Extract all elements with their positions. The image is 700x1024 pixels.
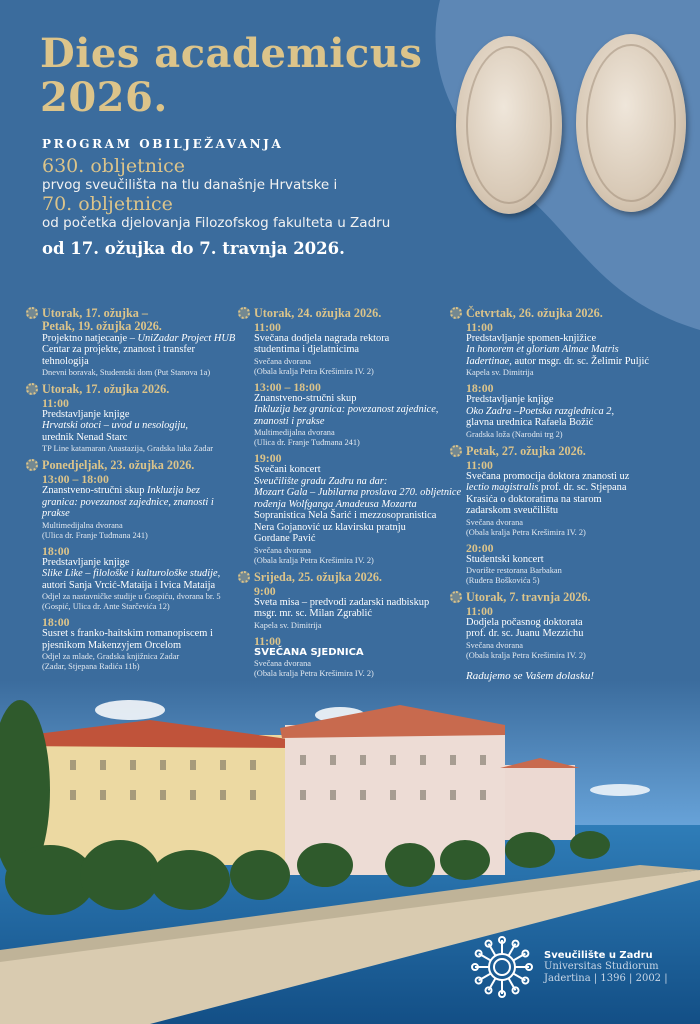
text-segment: Susret s franko-haitskim romanopiscem i <box>42 628 213 640</box>
schedule-column-3 <box>466 307 694 682</box>
event-location <box>254 428 464 448</box>
title-line-1: Dies academicus <box>40 30 423 77</box>
text-segment: studentima i djelatnicima <box>254 344 360 356</box>
event-location <box>254 621 464 631</box>
text-segment: prof. dr. sc. Stjepana <box>538 482 627 494</box>
text-segment: Znanstveno-stručni skup <box>254 392 357 404</box>
text-segment: Hrvatski otoci – uvod u nesologiju, <box>42 420 189 432</box>
event-description-line <box>254 522 464 534</box>
text-segment: Sopranistica Nela Šarić i mezzosopranistica <box>254 510 437 522</box>
text-segment: Svečana promocija doktora znanosti uz <box>466 470 630 482</box>
event-time: 11:00 <box>466 457 493 472</box>
text-segment: Studentski koncert <box>466 553 544 565</box>
location-line: (Ruđera Boškovića 5) <box>466 576 540 586</box>
event-time: 19:00 <box>254 451 282 466</box>
event-description-line <box>42 485 250 497</box>
location-line: (Gospić, Ulica dr. Ante Starčevića 12) <box>42 602 170 612</box>
location-line: Dnevni boravak, Studentski dom (Put Stanova 1a) <box>42 368 211 378</box>
day-block <box>42 459 250 672</box>
event-item <box>466 459 694 538</box>
event-location <box>42 652 250 672</box>
event-description-line <box>42 420 250 432</box>
event-item <box>466 542 694 587</box>
event-location <box>42 592 250 612</box>
event-date: Utorak, 17. ožujka – <box>42 307 250 320</box>
location-line: (Obala kralja Petra Krešimira IV. 2) <box>254 366 374 376</box>
event-description-line <box>42 568 250 580</box>
event-item <box>466 321 694 379</box>
seal-image-right <box>576 34 686 212</box>
text-segment: znanosti i prakse <box>254 415 325 427</box>
intro <box>42 137 390 258</box>
location-line: Svečana dvorana <box>254 356 311 366</box>
text-segment: glavna urednica Rafaela Božić <box>466 417 594 429</box>
event-date: Petak, 27. ožujka 2026. <box>466 445 694 458</box>
anniversary-630: 630. obljetnice <box>42 155 185 177</box>
location-line: Gradska loža (Narodni trg 2) <box>466 429 563 439</box>
event-time: 11:00 <box>254 319 281 334</box>
text-segment: lectio magistralis <box>466 482 539 494</box>
text-segment: Predstavljanje knjige <box>42 408 130 420</box>
day-block <box>466 445 694 586</box>
text-segment: Dodjela počasnog doktorata <box>466 616 583 628</box>
event-date: Petak, 19. ožujka 2026. <box>42 318 162 333</box>
event-time: 20:00 <box>466 540 494 555</box>
event-description-line <box>466 356 694 368</box>
event-description-line <box>466 482 694 494</box>
seal-image-left <box>456 36 562 214</box>
event-location <box>466 641 694 661</box>
event-time: 11:00 <box>42 395 69 410</box>
text-segment: Sveta misa – predvodi zadarski nadbiskup <box>254 596 430 608</box>
event-description-line <box>42 640 250 652</box>
event-description-line <box>254 416 464 428</box>
text-segment: Oko Zadra –Poetska razglednica 2 <box>466 405 612 417</box>
event-description-line <box>466 417 694 429</box>
event-description-line <box>254 597 464 609</box>
text-segment: Predstavljanje knjige <box>466 394 554 406</box>
event-time: 18:00 <box>42 543 70 558</box>
event-description-line <box>42 580 250 592</box>
location-line: Multimedijalna dvorana <box>254 428 335 438</box>
schedule-column-1 <box>42 307 250 677</box>
rosette-bullet-icon <box>238 571 250 583</box>
event-description-line <box>466 344 694 356</box>
event-item <box>42 473 250 541</box>
event-item <box>466 605 694 661</box>
event-location <box>466 368 694 378</box>
text-segment: zadarskom sveučilištu <box>466 505 559 517</box>
rosette-bullet-icon <box>238 307 250 319</box>
location-line: (Obala kralja Petra Krešimira IV. 2) <box>254 555 374 565</box>
schedule-column-2 <box>254 307 464 684</box>
text-segment: Svečani koncert <box>254 464 321 476</box>
event-description-line <box>466 406 694 418</box>
text-segment: Mozart Gala – Jubilarna proslava 270. obljetnice <box>254 487 462 499</box>
event-location <box>254 546 464 566</box>
event-description-line <box>254 344 464 356</box>
text-segment: Inkluzija bez granica: povezanost zajednice, <box>254 404 439 416</box>
closing-message: Radujemo se Vašem dolasku! <box>466 669 595 682</box>
text-segment: tehnologija <box>42 355 89 367</box>
text-segment: Predstavljanje spomen-knjižice <box>466 332 597 344</box>
text-segment: urednik Nenad Starc <box>42 431 128 443</box>
rosette-bullet-icon <box>26 383 38 395</box>
text-segment: Predstavljanje knjige <box>42 556 130 568</box>
event-title: SVEČANA SJEDNICA <box>254 646 364 658</box>
event-location <box>254 357 464 377</box>
event-item <box>254 381 464 449</box>
event-description-line <box>466 471 694 483</box>
event-item <box>254 452 464 566</box>
event-description-line <box>42 432 250 444</box>
event-description-line <box>42 356 250 368</box>
university-emblem-icon <box>468 936 536 998</box>
day-block <box>254 571 464 679</box>
event-description-line <box>254 510 464 522</box>
event-description-line <box>42 628 250 640</box>
anniversary-630-desc: prvog sveučilišta na tlu današnje Hrvatske i <box>42 177 338 193</box>
event-description-line <box>254 464 464 476</box>
event-time: 13:00 – 18:00 <box>254 379 321 394</box>
location-line: Kapela sv. Dimitrija <box>254 620 322 630</box>
rosette-bullet-icon <box>450 307 462 319</box>
text-segment: UniZadar Project HUB <box>137 332 236 344</box>
text-segment: In honorem et gloriam Almae Matris <box>466 344 619 356</box>
event-location <box>466 430 694 440</box>
event-item <box>42 616 250 672</box>
event-item <box>254 585 464 631</box>
event-description-line <box>254 404 464 416</box>
rosette-bullet-icon <box>26 307 38 319</box>
event-item <box>42 545 250 613</box>
location-line: Odjel za mlade, Gradska knjižnica Zadar <box>42 652 180 662</box>
text-segment: Gordane Pavić <box>254 533 316 545</box>
text-segment: rođenja Wolfganga Amadeusa Mozarta <box>254 498 417 510</box>
text-segment: Iadertinae <box>466 355 510 367</box>
event-description-line <box>254 487 464 499</box>
event-date: Utorak, 7. travnja 2026. <box>466 591 694 604</box>
day-block <box>254 307 464 566</box>
event-date: Četvrtak, 26. ožujka 2026. <box>466 307 694 320</box>
event-description-line <box>42 557 250 569</box>
text-segment: prakse <box>42 508 70 520</box>
event-item <box>254 635 464 680</box>
text-segment: , autor msgr. dr. sc. Želimir Puljić <box>509 355 649 367</box>
event-description-line <box>254 333 464 345</box>
event-description-line <box>254 476 464 488</box>
day-block <box>42 383 250 454</box>
event-date: Srijeda, 25. ožujka 2026. <box>254 571 464 584</box>
text-segment: , <box>611 405 615 417</box>
event-item <box>254 321 464 377</box>
text-segment: Sveučilište gradu Zadru na dar: <box>254 475 388 487</box>
location-line: (Obala kralja Petra Krešimira IV. 2) <box>466 527 586 537</box>
event-description-line <box>466 617 694 629</box>
location-line: Svečana dvorana <box>254 659 311 669</box>
program-heading: PROGRAM OBILJEŽAVANJA <box>42 137 284 151</box>
logo-name: Sveučilište u Zadru <box>544 949 653 961</box>
event-location <box>466 566 694 586</box>
location-line: (Ulica dr. Franje Tuđmana 241) <box>42 530 148 540</box>
location-line: (Ulica dr. Franje Tuđmana 241) <box>254 438 360 448</box>
event-description-line <box>42 508 250 520</box>
event-description-line <box>254 533 464 545</box>
rosette-bullet-icon <box>450 591 462 603</box>
event-description-line <box>466 394 694 406</box>
event-description-line <box>254 608 464 620</box>
event-description-line <box>466 628 694 640</box>
text-segment: Projektno natjecanje – <box>42 332 138 344</box>
event-date: Utorak, 17. ožujka 2026. <box>42 383 250 396</box>
event-description-line <box>466 494 694 506</box>
rosette-bullet-icon <box>450 445 462 457</box>
text-segment: Slike Like – filološke i kulturološke studije, <box>42 568 221 580</box>
event-description-line <box>466 333 694 345</box>
text-segment: Krasića o doktoratima na starom <box>466 493 602 505</box>
date-range: od 17. ožujka do 7. travnja 2026. <box>42 239 345 258</box>
event-time: 9:00 <box>254 583 276 598</box>
event-description-line <box>254 393 464 405</box>
text-segment: Znanstveno-stručni skup <box>42 485 148 497</box>
location-line: Svečana dvorana <box>466 640 523 650</box>
location-line: (Obala kralja Petra Krešimira IV. 2) <box>466 650 586 660</box>
location-line: Svečana dvorana <box>466 517 523 527</box>
text-segment: autori Sanja Vrcić-Mataija i Ivica Mataija <box>42 579 216 591</box>
event-location <box>42 368 250 378</box>
event-item <box>42 333 250 379</box>
location-line: Odjel za nastavničke studije u Gospiću, dvorana br. 5 <box>42 592 221 602</box>
event-item <box>42 397 250 455</box>
day-block <box>466 591 694 661</box>
location-line: (Zadar, Stjepana Radića 11b) <box>42 662 140 672</box>
event-location <box>42 444 250 454</box>
university-logo <box>468 936 668 998</box>
day-block <box>42 307 250 378</box>
event-time: 11:00 <box>254 633 281 648</box>
event-description-line <box>466 554 694 566</box>
event-time: 18:00 <box>42 615 70 630</box>
event-date: Ponedjeljak, 23. ožujka 2026. <box>42 459 250 472</box>
text-segment: Svečana dodjela nagrada rektora <box>254 332 390 344</box>
location-line: TP Line katamaran Anastazija, Gradska luka Zadar <box>42 444 214 454</box>
text-segment: Inkluzija bez <box>147 485 200 497</box>
event-description-line <box>254 499 464 511</box>
event-time: 18:00 <box>466 381 494 396</box>
logo-latin-2: Jadertina | 1396 | 2002 | <box>544 972 668 984</box>
location-line: Kapela sv. Dimitrija <box>466 368 534 378</box>
event-description-line <box>42 333 250 345</box>
event-location <box>254 659 464 679</box>
location-line: Dvorište restorana Barbakan <box>466 566 562 576</box>
event-description-line <box>42 409 250 421</box>
anniversary-70: 70. obljetnice <box>42 193 173 215</box>
event-description-line <box>466 505 694 517</box>
event-location <box>466 518 694 538</box>
event-item <box>466 382 694 440</box>
page-title <box>40 32 422 120</box>
text-segment: prof. dr. sc. Juanu Mezzichu <box>466 628 584 640</box>
event-time: 13:00 – 18:00 <box>42 472 109 487</box>
location-line: Svečana dvorana <box>254 545 311 555</box>
text-segment: msgr. mr. sc. Milan Zgrablić <box>254 608 373 620</box>
day-block <box>466 307 694 440</box>
text-segment: Centar za projekte, znanost i transfer <box>42 344 195 356</box>
text-segment: pjesnikom Makenzyjem Orcelom <box>42 639 182 651</box>
event-date: Utorak, 24. ožujka 2026. <box>254 307 464 320</box>
title-line-2: 2026. <box>40 74 168 121</box>
event-description-line <box>42 344 250 356</box>
location-line: Multimedijalna dvorana <box>42 520 123 530</box>
anniversary-70-desc: od početka djelovanja Filozofskog fakulteta u Zadru <box>42 215 391 231</box>
text-segment: Nera Gojanović uz klavirsku pratnju <box>254 521 406 533</box>
event-location <box>42 521 250 541</box>
location-line: (Obala kralja Petra Krešimira IV. 2) <box>254 669 374 679</box>
logo-latin-1: Universitas Studiorum <box>544 960 659 972</box>
event-time: 11:00 <box>466 603 493 618</box>
event-time: 11:00 <box>466 319 493 334</box>
text-segment: granica: povezanost zajednice, znanosti i <box>42 496 214 508</box>
event-description-line <box>42 497 250 509</box>
